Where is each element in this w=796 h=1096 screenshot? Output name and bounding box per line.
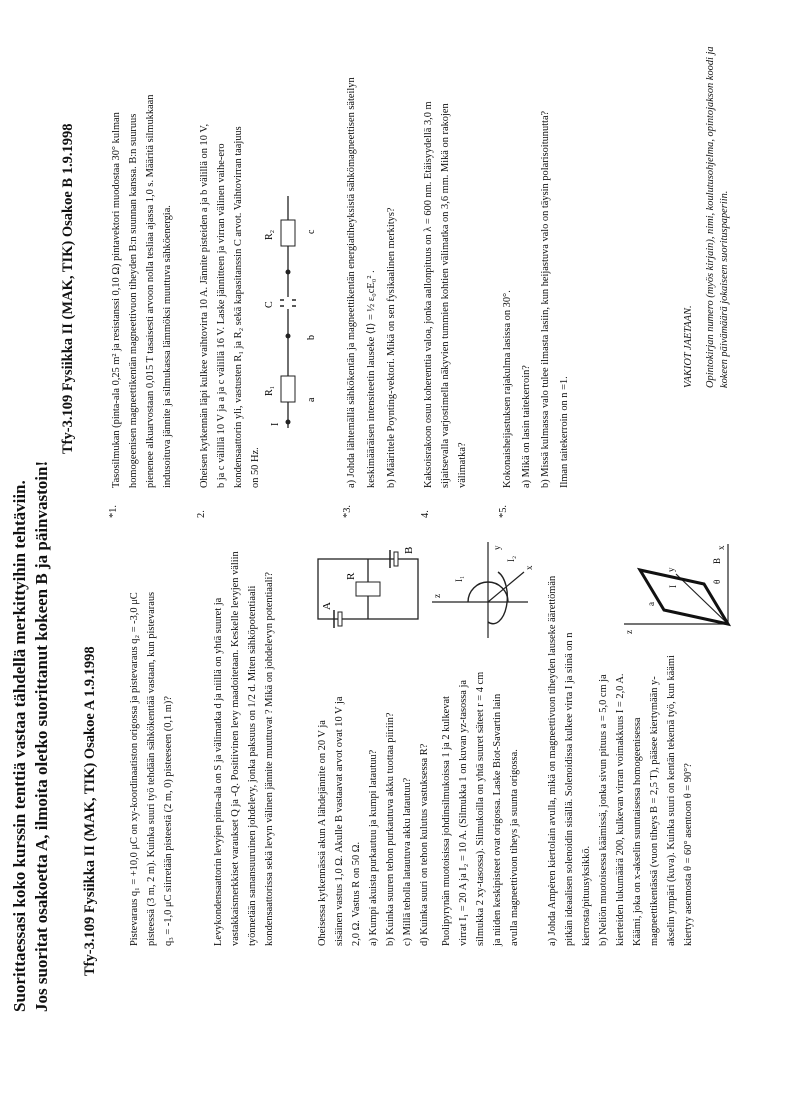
- battery-b-label: B: [403, 546, 415, 554]
- exam-b-footer: VAKIOT JAETAAN. Opintokirjan numero (myös kirjain), nimi, koulutusohjelma, opintojakson koodi ja kokeen päivämäärä jokaiseen suorituspaperiin.: [683, 46, 730, 388]
- problem-b1: Tasosilmukan (pinta-ala 0,25 m² ja resistanssi 0,10 Ω) pintavektori muodostaa 30° kulman homogeenisen magneettikentän magneettivuon tiheyden B:n suunnan kanssa. B:n suuruus pienenee alkuarvostaan 0,015 T tasaisesti arvoon nolla tesliaa ajassa 1,0 s. Määritä silmukkaan indusoituva jännite ja silmukassa lämmöksi muuttuva sähköenergia.: [111, 94, 173, 488]
- coil-side-a-label: a: [646, 602, 656, 606]
- ac-r2-label: R₂: [264, 229, 275, 240]
- problem-b5: Kokonaisheijastuksen rajakulma lasissa on 30°. a) Mikä on lasin taitekerroin? b) Missä kulmassa valo tulee ilmasta lasiin, kun heijastuva valo on täysin polarisoitunutta? Ilman taitekerroin on n =1.: [502, 110, 570, 488]
- problem-b4: Kaksoisrakoon osuu koherenttia valoa, jonka aallonpituus on λ = 600 nm. Etäisyydellä 3,0 m sijaitsevalla varjostimella näkyvien tummien kohtien välimatka on 3,6 mm. Mikä on rakojen välimatka?: [423, 101, 468, 488]
- problem-a4: Puolipyrynän muotoisissa johdinsilmukoissa 1 ja 2 kulkevat virrat I₁ = 20 A ja I₂ = 10 A. (Silmukka 1 on kuvan yz-tasossa ja silmukka 2 xy-tasossa). Silmukoilla on yhtä suuret säteet r = 4 cm ja niiden keskipisteet ovat origossa. Laske Biot-Savartin lain avulla magneettivuon tiheys ja suunta origossa.: [441, 671, 520, 946]
- problem-b3: a) Johda lähtemällä sähkökentän ja magneettikentän energiatiheyksistä sähkömagneettisen säteilyn keskimääräisen intensiteetin lauseke ⟨I⟩ = ½ ε₀cE₀² . b) Määrittele Poynting-vektori. Mikä on sen fysikaalinen merkitys?: [346, 77, 397, 488]
- ac-point-a-label: a: [306, 397, 317, 402]
- exam-a-title: Tfy-3.109 Fysiikka II (MAK, TIK) Osakoe A 1.9.1998: [82, 646, 98, 976]
- ac-r1-label: R₁: [264, 385, 275, 396]
- coil-field-b-label: B: [712, 557, 722, 564]
- battery-a-label: A: [321, 602, 333, 610]
- coil-axis-z-label: z: [624, 630, 634, 634]
- problem-b2: Oheisen kytkennän läpi kulkee vaihtovirta 10 A. Jännite pisteiden a ja b välillä on 10 V, b ja c välillä 10 V ja a ja c välillä 16 V. Laske jännitteen ja virran välinen vaihe-ero kondensaattorin yli, vastusten R₁ ja R₂ sekä kapasitanssin C arvot. Vaihtovirran taajuus on 50 Hz.: [199, 123, 261, 488]
- ac-point-b-label: b: [306, 335, 317, 340]
- circuit-figure-a: [308, 544, 426, 634]
- coil-axis-y-label: y: [666, 567, 676, 572]
- ac-c-label: C: [264, 301, 275, 308]
- coil-figure-a: [616, 540, 740, 644]
- coil-axis-x-label: x: [716, 545, 726, 550]
- loops-current-2-label: I₂: [506, 555, 516, 562]
- coil-angle-label: θ: [712, 579, 722, 584]
- loops-current-1-label: I₁: [454, 575, 464, 582]
- problem-b4-number: 4.: [420, 510, 431, 518]
- instruction-line-2: Jos suoritat osakoetta A, ilmoita oletko suorittanut kokeen B ja päinvastoin!: [32, 460, 51, 1012]
- ac-circuit-figure-b: [258, 192, 324, 432]
- problem-a1: Pistevaraus q₁ = +10,0 μC on xy-koordinaatiston origossa ja pistevaraus q₂ = -3,0 μC pisteessä (3 m, 2 m). Kuinka suuri työ tehdään sähkökenttää vastaan, kun pistevaraus q₃ = -1,0 μC siirretään pisteestä (2 m, 0) pisteeseen (0,1 m)?: [129, 591, 174, 946]
- loops-axis-z-label: z: [432, 594, 442, 598]
- problem-b1-number: *1.: [108, 505, 119, 518]
- ac-current-label: I: [270, 422, 281, 426]
- problem-b2-number: 2.: [196, 510, 207, 518]
- loops-axis-y-label: y: [492, 545, 502, 550]
- coil-current-label: I: [668, 585, 678, 588]
- problem-a5: a) Johda Ampèren kiertolain avulla, mikä on magneettivuon tiheyden lauseke äärettömän pitkän ideaalisen solenoidin sisällä. Solenoidissa kulkee virta I ja siinä on n kierrosta/pituusyksikkö. b) Neliön muotoisessa käämissä, jonka sivun pituus a = 5,0 cm ja kierteiden lukumäärä 200, kulkevan virran voimakkuus I = 2,0 A. Käämi, joka on x-akselin suuntaisessa homogeenisessa magneettikentässä (vuon tiheys B = 2,5 T), pääsee kiertymään y- akselin ympäri (kuva). Kuinka suuri on kentän tekemä työ, kun käämi kiertyy asennosta θ = 60° asentoon θ = 90°?: [547, 575, 694, 946]
- exam-b-title: Tfy-3.109 Fysiikka II (MAK, TIK) Osakoe B 1.9.1998: [60, 123, 76, 454]
- problem-b5-number: *5.: [498, 505, 509, 518]
- resistor-r-label: R: [345, 572, 357, 580]
- loops-axis-x-label: x: [524, 565, 534, 570]
- problem-a3: Oheisessa kytkennässä akun A lähdejännite on 20 V ja sisäinen vastus 1,0 Ω. Akulle B vastaavat arvot ovat 10 V ja 2,0 Ω. Vastus R on 50 Ω. a) Kumpi akuista purkautuu ja kumpi latautuu? b) Kuinka suuren tehon purkautuva akku tuottaa piiriin? c) Millä teholla latautuva akku latautuu? d) Kuinka suuri on tehon kulutus vastuksessa R?: [317, 696, 430, 946]
- ac-point-c-label: c: [306, 229, 317, 234]
- problem-a2: Levykondensaattorin levyjen pinta-ala on S ja välimatka d ja niillä on yhtä suuret ja vastakkaismerkkiset varaukset Q ja -Q. Positiivinen levy maadoitetaan. Keskelle levyjen väliin työnnetään samansuuruinen johdelevy, jonka paksuus on 1/2 d. Miten sähköpotentiaali kondensaattorissa sekä levyn välinen jännite muuttuvat ? Mikä on johdelevyn potentiaali?: [213, 551, 275, 946]
- instruction-line-1: Suorittaessasi koko kurssin tenttiä vastaa tähdellä merkittyihin tehtäviin.: [10, 480, 29, 1012]
- problem-b3-number: *3.: [342, 505, 353, 518]
- loops-figure-a: [428, 538, 538, 642]
